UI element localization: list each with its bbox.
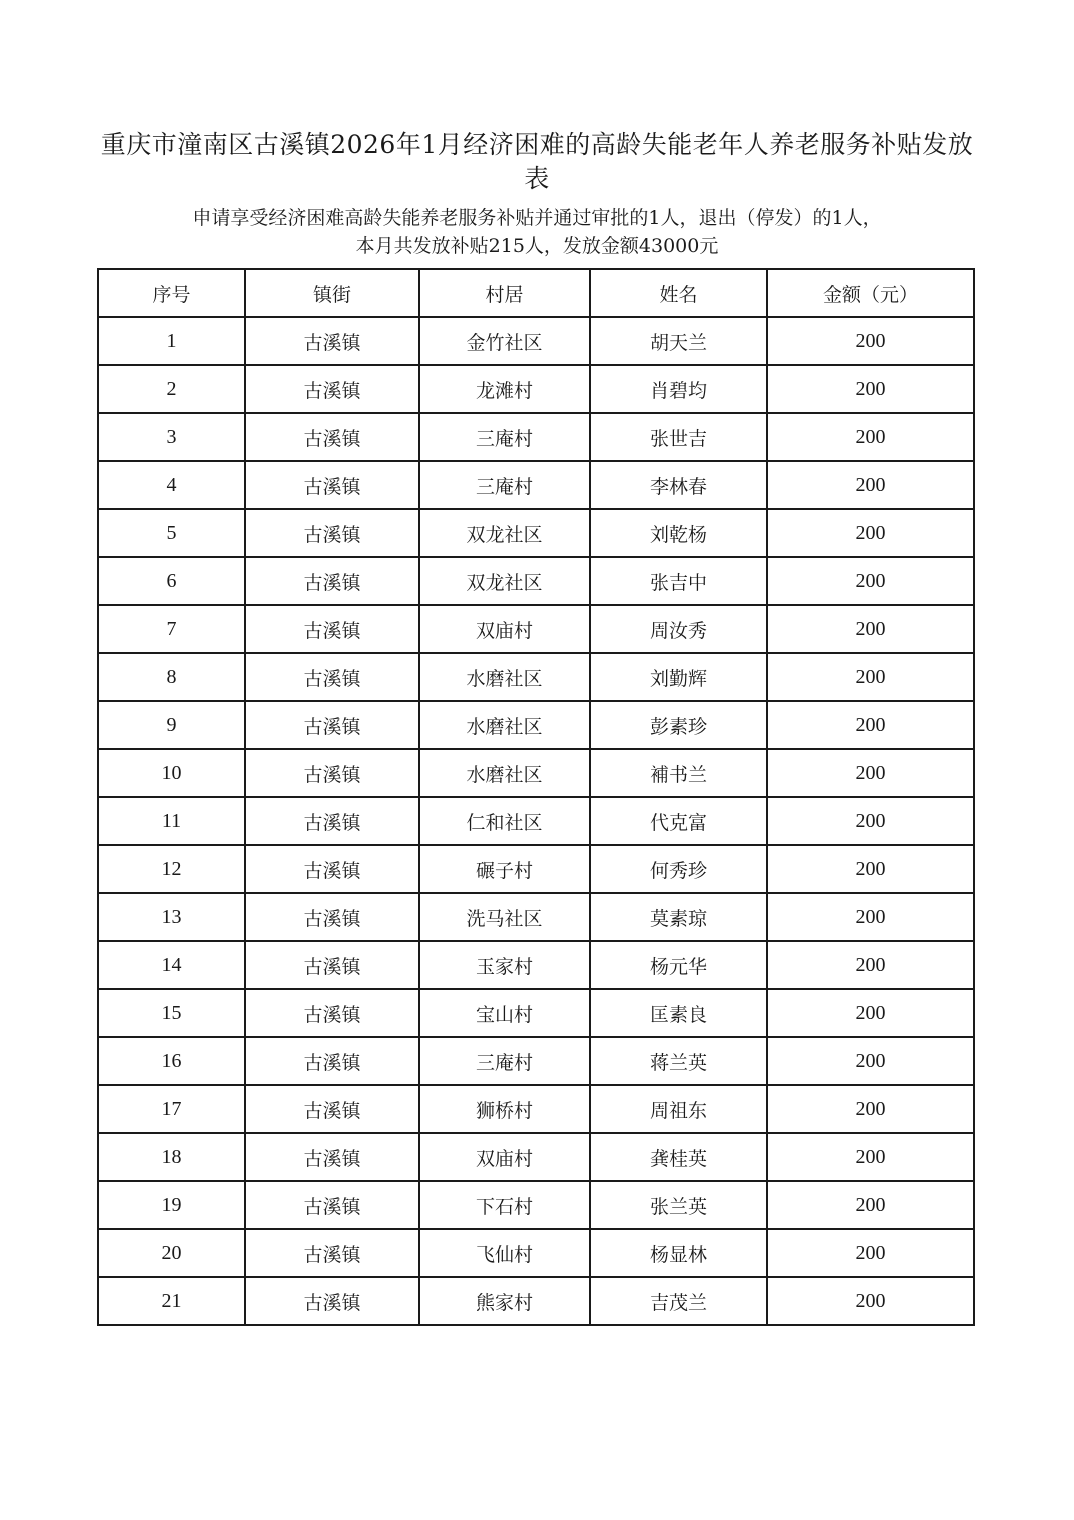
cell-name: 補书兰: [590, 749, 767, 797]
cell-village: 三庵村: [419, 413, 590, 461]
table-row: [98, 1181, 974, 1229]
cell-amount: 200: [767, 701, 974, 749]
cell-index: 14: [98, 941, 245, 989]
table-row: [98, 1085, 974, 1133]
table-row: [98, 797, 974, 845]
cell-index: 19: [98, 1181, 245, 1229]
cell-amount: 200: [767, 941, 974, 989]
cell-amount: 200: [767, 509, 974, 557]
cell-town: 古溪镇: [245, 1229, 419, 1277]
cell-village: 飞仙村: [419, 1229, 590, 1277]
cell-index: 10: [98, 749, 245, 797]
cell-index: 5: [98, 509, 245, 557]
cell-town: 古溪镇: [245, 797, 419, 845]
cell-index: 6: [98, 557, 245, 605]
cell-village: 宝山村: [419, 989, 590, 1037]
summary-line-2: 本月共发放补贴215人，发放金额43000元: [355, 235, 719, 257]
cell-village: 双龙社区: [419, 509, 590, 557]
cell-town: 古溪镇: [245, 317, 419, 365]
cell-town: 古溪镇: [245, 893, 419, 941]
table-row: [98, 893, 974, 941]
cell-village: 龙滩村: [419, 365, 590, 413]
cell-index: 18: [98, 1133, 245, 1181]
cell-name: 蒋兰英: [590, 1037, 767, 1085]
cell-town: 古溪镇: [245, 365, 419, 413]
table-row: [98, 1229, 974, 1277]
header-village: 村居: [419, 269, 590, 317]
cell-name: 何秀珍: [590, 845, 767, 893]
cell-amount: 200: [767, 845, 974, 893]
table-row: [98, 605, 974, 653]
summary-text: [100, 204, 974, 260]
cell-name: 刘乾杨: [590, 509, 767, 557]
table-row: [98, 749, 974, 797]
table-row: [98, 653, 974, 701]
table-header-row: [98, 269, 974, 317]
cell-name: 龚桂英: [590, 1133, 767, 1181]
cell-amount: 200: [767, 1133, 974, 1181]
cell-village: 水磨社区: [419, 749, 590, 797]
cell-town: 古溪镇: [245, 1037, 419, 1085]
cell-village: 水磨社区: [419, 653, 590, 701]
cell-amount: 200: [767, 557, 974, 605]
cell-village: 三庵村: [419, 1037, 590, 1085]
cell-name: 李林春: [590, 461, 767, 509]
cell-name: 莫素琼: [590, 893, 767, 941]
table-body: [98, 317, 974, 1325]
cell-name: 张吉中: [590, 557, 767, 605]
cell-town: 古溪镇: [245, 749, 419, 797]
cell-index: 16: [98, 1037, 245, 1085]
table-row: [98, 845, 974, 893]
table-row: [98, 461, 974, 509]
cell-amount: 200: [767, 653, 974, 701]
cell-village: 熊家村: [419, 1277, 590, 1325]
cell-name: 肖碧均: [590, 365, 767, 413]
cell-town: 古溪镇: [245, 1085, 419, 1133]
cell-amount: 200: [767, 1037, 974, 1085]
cell-amount: 200: [767, 797, 974, 845]
cell-amount: 200: [767, 413, 974, 461]
cell-name: 杨元华: [590, 941, 767, 989]
cell-amount: 200: [767, 1277, 974, 1325]
cell-amount: 200: [767, 1181, 974, 1229]
cell-amount: 200: [767, 989, 974, 1037]
cell-town: 古溪镇: [245, 1181, 419, 1229]
cell-village: 双庙村: [419, 605, 590, 653]
cell-name: 刘勤辉: [590, 653, 767, 701]
cell-index: 12: [98, 845, 245, 893]
cell-town: 古溪镇: [245, 989, 419, 1037]
cell-index: 17: [98, 1085, 245, 1133]
cell-index: 2: [98, 365, 245, 413]
header-index: 序号: [98, 269, 245, 317]
cell-town: 古溪镇: [245, 701, 419, 749]
cell-village: 下石村: [419, 1181, 590, 1229]
table-row: [98, 413, 974, 461]
cell-index: 1: [98, 317, 245, 365]
table-row: [98, 989, 974, 1037]
cell-town: 古溪镇: [245, 461, 419, 509]
cell-amount: 200: [767, 605, 974, 653]
table-row: [98, 557, 974, 605]
cell-index: 21: [98, 1277, 245, 1325]
cell-town: 古溪镇: [245, 557, 419, 605]
header-name: 姓名: [590, 269, 767, 317]
cell-name: 周汝秀: [590, 605, 767, 653]
table-row: [98, 317, 974, 365]
cell-town: 古溪镇: [245, 605, 419, 653]
cell-village: 双庙村: [419, 1133, 590, 1181]
cell-town: 古溪镇: [245, 1133, 419, 1181]
cell-name: 彭素珍: [590, 701, 767, 749]
cell-amount: 200: [767, 1085, 974, 1133]
cell-village: 水磨社区: [419, 701, 590, 749]
table-row: [98, 941, 974, 989]
cell-name: 杨显林: [590, 1229, 767, 1277]
summary-line-1: 申请享受经济困难高龄失能养老服务补贴并通过审批的1人，退出（停发）的1人，: [192, 207, 882, 229]
cell-index: 11: [98, 797, 245, 845]
cell-name: 张世吉: [590, 413, 767, 461]
cell-index: 13: [98, 893, 245, 941]
cell-town: 古溪镇: [245, 509, 419, 557]
table-row: [98, 1133, 974, 1181]
cell-name: 代克富: [590, 797, 767, 845]
cell-index: 15: [98, 989, 245, 1037]
cell-village: 三庵村: [419, 461, 590, 509]
cell-amount: 200: [767, 749, 974, 797]
cell-index: 7: [98, 605, 245, 653]
header-amount: 金额（元）: [767, 269, 974, 317]
table-row: [98, 701, 974, 749]
cell-index: 3: [98, 413, 245, 461]
cell-index: 9: [98, 701, 245, 749]
cell-amount: 200: [767, 365, 974, 413]
cell-amount: 200: [767, 893, 974, 941]
cell-name: 周祖东: [590, 1085, 767, 1133]
table-row: [98, 1037, 974, 1085]
cell-village: 碾子村: [419, 845, 590, 893]
cell-amount: 200: [767, 1229, 974, 1277]
page-title: 重庆市潼南区古溪镇2026年1月经济困难的高龄失能老年人养老服务补贴发放表: [100, 130, 974, 193]
table-row: [98, 365, 974, 413]
cell-town: 古溪镇: [245, 845, 419, 893]
cell-village: 双龙社区: [419, 557, 590, 605]
cell-town: 古溪镇: [245, 1277, 419, 1325]
header-town: 镇街: [245, 269, 419, 317]
cell-town: 古溪镇: [245, 941, 419, 989]
cell-village: 仁和社区: [419, 797, 590, 845]
subsidy-table: [97, 268, 975, 1326]
cell-amount: 200: [767, 317, 974, 365]
cell-name: 吉茂兰: [590, 1277, 767, 1325]
cell-village: 金竹社区: [419, 317, 590, 365]
cell-amount: 200: [767, 461, 974, 509]
cell-index: 4: [98, 461, 245, 509]
cell-name: 张兰英: [590, 1181, 767, 1229]
cell-name: 胡天兰: [590, 317, 767, 365]
cell-index: 20: [98, 1229, 245, 1277]
cell-village: 洗马社区: [419, 893, 590, 941]
cell-index: 8: [98, 653, 245, 701]
cell-town: 古溪镇: [245, 653, 419, 701]
table-row: [98, 509, 974, 557]
cell-village: 玉家村: [419, 941, 590, 989]
cell-village: 狮桥村: [419, 1085, 590, 1133]
cell-town: 古溪镇: [245, 413, 419, 461]
table-row: [98, 1277, 974, 1325]
cell-name: 匡素良: [590, 989, 767, 1037]
